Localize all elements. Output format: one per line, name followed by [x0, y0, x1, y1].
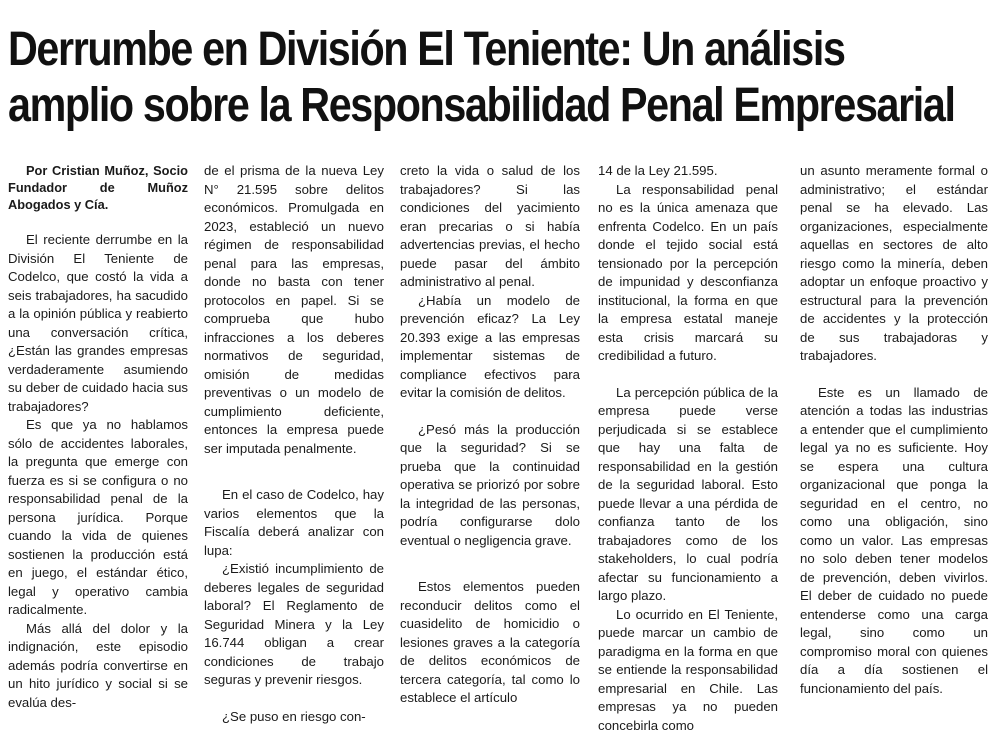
column-2: [204, 162, 384, 726]
paragraph: un asunto meramente formal o administrativo; el estándar penal se ha elevado. Las organizaciones, especialmente aquellas en sectores de alto riesgo como la minería, deben adoptar un enfoque proactivo y estructural para la prevención de accidentes y la protección de sus trabajadoras y trabajadores.: [800, 162, 988, 366]
paragraph: ¿Había un modelo de prevención eficaz? La Ley 20.393 exige a las empresas implementar sistemas de compliance efectivos para evitar la comisión de delitos.: [400, 292, 580, 403]
paragraph: Más allá del dolor y la indignación, este episodio además podría convertirse en un hito jurídico y social si se evalúa des-: [8, 620, 188, 713]
paragraph: Este es un llamado de atención a todas las industrias a entender que el cumplimiento legal ya no es suficiente. Hoy se espera una cultura organizacional que ponga la seguridad en el centro, no como una obligación, sino como un valor. Las empresas no solo deben tener modelos de prevención, deben vivirlos. El deber de cuidado no puede entenderse como una carga legal, sino como un compromiso moral con quienes día a día sostienen el funcionamiento del país.: [800, 384, 988, 699]
paragraph: El reciente derrumbe en la División El Teniente de Codelco, que costó la vida a seis trabajadores, ha sacudido a la opinión pública y reabierto una conversación crítica, ¿Están las grandes empresas verdaderamente asumiendo su deber de cuidado hacia sus trabajadores?: [8, 231, 188, 416]
paragraph: ¿Pesó más la producción que la seguridad? Si se prueba que la continuidad operativa se priorizó por sobre la integridad de las personas, podría configurarse dolo eventual o negligencia grave.: [400, 421, 580, 551]
paragraph: Es que ya no hablamos sólo de accidentes laborales, la pregunta que emerge con fuerza es si se configura o no responsabilidad penal de la persona jurídica. Porque cuando la vida de quienes sostienen la producción está en juego, el estándar ético, legal y operativo cambia radicalmente.: [8, 416, 188, 620]
paragraph: La percepción pública de la empresa puede verse perjudicada si se establece que hay una falta de responsabilidad en la gestión de la seguridad laboral. Esto puede llevar a una pérdida de confianza tanto de los trabajadores como de los stakeholders, lo cual podría afectar su funcionamiento a largo plazo.: [598, 384, 778, 606]
column-3: [400, 162, 580, 708]
paragraph: En el caso de Codelco, hay varios elementos que la Fiscalía deberá analizar con lupa:: [204, 486, 384, 560]
paragraph: La responsabilidad penal no es la única amenaza que enfrenta Codelco. En un país donde el tejido social está tensionado por la percepción de impunidad y desconfianza institucional, la forma en que la empresa estatal maneje esta crisis marcará su credibilidad a futuro.: [598, 181, 778, 366]
paragraph: Lo ocurrido en El Teniente, puede marcar un cambio de paradigma en la forma en que se entiende la responsabilidad empresarial en Chile. Las empresas ya no pueden concebirla como: [598, 606, 778, 735]
paragraph: de el prisma de la nueva Ley N° 21.595 sobre delitos económicos. Promulgada en 2023, estableció un nuevo régimen de responsabilidad penal para las empresas, donde no basta con tener protocolos en papel. Si se comprueba que hubo infracciones a los deberes normativos de seguridad, omisión de medidas preventivas o un modelo de cumplimiento deficiente, entonces la empresa puede ser imputada penalmente.: [204, 162, 384, 458]
column-5: [800, 162, 988, 698]
paragraph: Estos elementos pueden reconducir delitos como el cuasidelito de homicidio o lesiones graves a la categoría de delitos económicos de tercera categoría, tal como lo establece el artículo: [400, 578, 580, 708]
column-1: [8, 162, 188, 712]
headline-line-2: amplio sobre la Responsabilidad Penal Empresarial: [8, 78, 859, 134]
byline: Por Cristian Muñoz, Socio Fundador de Muñoz Abogados y Cía.: [8, 162, 188, 213]
paragraph: ¿Existió incumplimiento de deberes legales de seguridad laboral? El Reglamento de Seguridad Minera y la Ley 16.744 obligan a crear condiciones de trabajo seguras y prevenir riesgos.: [204, 560, 384, 690]
paragraph: 14 de la Ley 21.595.: [598, 162, 778, 181]
headline-line-1: Derrumbe en División El Teniente: Un análisis: [8, 22, 859, 78]
paragraph: creto la vida o salud de los trabajadores? Si las condiciones del yacimiento eran precarias o si había advertencias previas, el hecho puede pasar del ámbito administrativo al penal.: [400, 162, 580, 292]
headline: [8, 22, 859, 134]
column-4: [598, 162, 778, 735]
paragraph: ¿Se puso en riesgo con-: [204, 708, 384, 727]
